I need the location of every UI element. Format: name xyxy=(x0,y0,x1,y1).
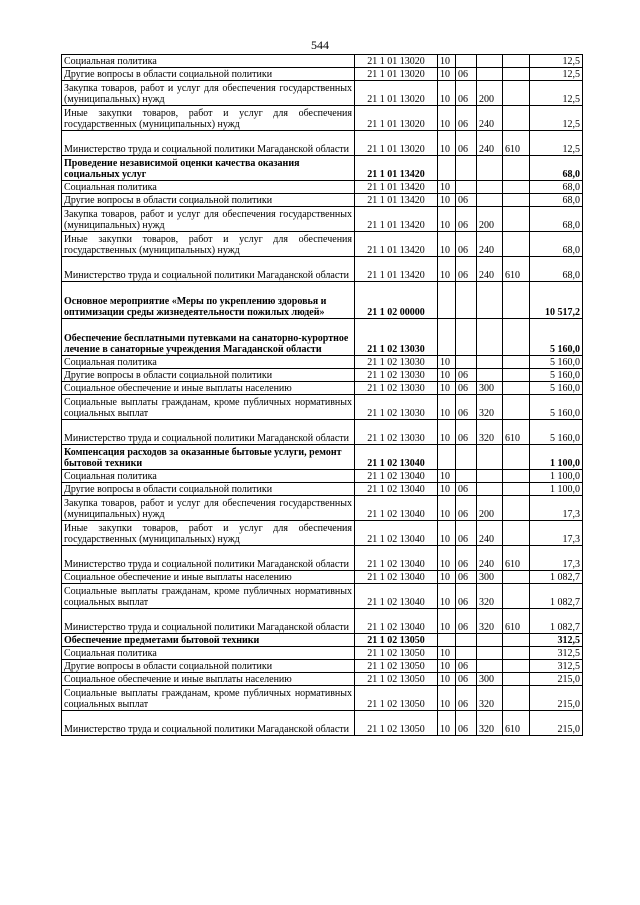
administrator-code-cell xyxy=(503,232,530,257)
section-code-cell: 10 xyxy=(438,382,456,395)
expense-type-code-cell: 320 xyxy=(477,686,503,711)
subsection-code-cell: 06 xyxy=(456,571,477,584)
administrator-code-cell: 610 xyxy=(503,546,530,571)
subsection-code-cell: 06 xyxy=(456,81,477,106)
amount-cell: 68,0 xyxy=(530,181,583,194)
table-row xyxy=(62,584,583,609)
section-code-cell: 10 xyxy=(438,584,456,609)
row-name-cell: Министерство труда и социальной политики Магаданской области xyxy=(62,420,355,445)
section-code-cell: 10 xyxy=(438,356,456,369)
subsection-code-cell: 06 xyxy=(456,660,477,673)
expense-type-code-cell xyxy=(477,55,503,68)
subsection-code-cell: 06 xyxy=(456,232,477,257)
target-article-code-cell: 21 1 01 13420 xyxy=(355,181,438,194)
target-article-code-cell: 21 1 02 13040 xyxy=(355,609,438,634)
amount-cell: 312,5 xyxy=(530,660,583,673)
expense-type-code-cell: 200 xyxy=(477,496,503,521)
amount-cell: 12,5 xyxy=(530,81,583,106)
subsection-code-cell xyxy=(456,470,477,483)
section-code-cell: 10 xyxy=(438,711,456,736)
expense-type-code-cell: 300 xyxy=(477,382,503,395)
target-article-code-cell: 21 1 01 13420 xyxy=(355,207,438,232)
target-article-code-cell: 21 1 02 13030 xyxy=(355,395,438,420)
table-row xyxy=(62,711,583,736)
administrator-code-cell xyxy=(503,686,530,711)
subsection-code-cell xyxy=(456,156,477,181)
amount-cell: 12,5 xyxy=(530,106,583,131)
administrator-code-cell xyxy=(503,395,530,420)
administrator-code-cell xyxy=(503,282,530,319)
table-row xyxy=(62,181,583,194)
subsection-code-cell: 06 xyxy=(456,546,477,571)
expense-type-code-cell xyxy=(477,660,503,673)
subsection-code-cell: 06 xyxy=(456,496,477,521)
target-article-code-cell: 21 1 02 13030 xyxy=(355,356,438,369)
section-code-cell: 10 xyxy=(438,194,456,207)
subsection-code-cell: 06 xyxy=(456,395,477,420)
amount-cell: 5 160,0 xyxy=(530,356,583,369)
target-article-code-cell: 21 1 01 13020 xyxy=(355,68,438,81)
administrator-code-cell: 610 xyxy=(503,420,530,445)
section-code-cell: 10 xyxy=(438,609,456,634)
administrator-code-cell xyxy=(503,483,530,496)
row-name-cell: Закупка товаров, работ и услуг для обеспечения государственных (муниципальных) нужд xyxy=(62,81,355,106)
table-row xyxy=(62,156,583,181)
row-name-cell: Проведение независимой оценки качества оказания социальных услуг xyxy=(62,156,355,181)
subsection-code-cell xyxy=(456,445,477,470)
subsection-code-cell: 06 xyxy=(456,382,477,395)
amount-cell: 1 100,0 xyxy=(530,470,583,483)
amount-cell: 68,0 xyxy=(530,194,583,207)
administrator-code-cell: 610 xyxy=(503,131,530,156)
amount-cell: 68,0 xyxy=(530,257,583,282)
section-code-cell: 10 xyxy=(438,369,456,382)
administrator-code-cell: 610 xyxy=(503,257,530,282)
administrator-code-cell xyxy=(503,584,530,609)
row-name-cell: Социальные выплаты гражданам, кроме публичных нормативных социальных выплат xyxy=(62,395,355,420)
row-name-cell: Министерство труда и социальной политики Магаданской области xyxy=(62,131,355,156)
table-row xyxy=(62,647,583,660)
row-name-cell: Другие вопросы в области социальной политики xyxy=(62,660,355,673)
expense-type-code-cell: 240 xyxy=(477,131,503,156)
row-name-cell: Социальное обеспечение и иные выплаты населению xyxy=(62,673,355,686)
expense-type-code-cell xyxy=(477,181,503,194)
administrator-code-cell xyxy=(503,68,530,81)
target-article-code-cell: 21 1 01 13420 xyxy=(355,156,438,181)
section-code-cell: 10 xyxy=(438,647,456,660)
section-code-cell xyxy=(438,282,456,319)
table-row xyxy=(62,634,583,647)
amount-cell: 12,5 xyxy=(530,68,583,81)
row-name-cell: Социальная политика xyxy=(62,181,355,194)
expense-type-code-cell xyxy=(477,319,503,356)
expense-type-code-cell xyxy=(477,369,503,382)
expense-type-code-cell: 300 xyxy=(477,673,503,686)
row-name-cell: Основное мероприятие «Меры по укреплению здоровья и оптимизации среды жизнедеятельности пожилых людей» xyxy=(62,282,355,319)
table-row xyxy=(62,521,583,546)
row-name-cell: Министерство труда и социальной политики Магаданской области xyxy=(62,546,355,571)
target-article-code-cell: 21 1 02 13050 xyxy=(355,686,438,711)
section-code-cell: 10 xyxy=(438,546,456,571)
amount-cell: 12,5 xyxy=(530,55,583,68)
target-article-code-cell: 21 1 02 13040 xyxy=(355,584,438,609)
section-code-cell xyxy=(438,319,456,356)
target-article-code-cell: 21 1 02 00000 xyxy=(355,282,438,319)
expense-type-code-cell: 320 xyxy=(477,420,503,445)
expense-type-code-cell xyxy=(477,634,503,647)
target-article-code-cell: 21 1 01 13020 xyxy=(355,131,438,156)
table-row xyxy=(62,356,583,369)
amount-cell: 312,5 xyxy=(530,634,583,647)
section-code-cell: 10 xyxy=(438,521,456,546)
administrator-code-cell xyxy=(503,382,530,395)
subsection-code-cell: 06 xyxy=(456,420,477,445)
administrator-code-cell: 610 xyxy=(503,609,530,634)
expense-type-code-cell: 200 xyxy=(477,207,503,232)
budget-table-body xyxy=(62,55,583,736)
section-code-cell: 10 xyxy=(438,395,456,420)
table-row xyxy=(62,445,583,470)
section-code-cell: 10 xyxy=(438,68,456,81)
target-article-code-cell: 21 1 01 13420 xyxy=(355,232,438,257)
amount-cell: 68,0 xyxy=(530,156,583,181)
section-code-cell: 10 xyxy=(438,571,456,584)
section-code-cell: 10 xyxy=(438,257,456,282)
table-row xyxy=(62,194,583,207)
table-row xyxy=(62,470,583,483)
target-article-code-cell: 21 1 02 13050 xyxy=(355,673,438,686)
expense-type-code-cell: 320 xyxy=(477,711,503,736)
table-row xyxy=(62,232,583,257)
expense-type-code-cell: 200 xyxy=(477,81,503,106)
row-name-cell: Другие вопросы в области социальной политики xyxy=(62,483,355,496)
target-article-code-cell: 21 1 02 13040 xyxy=(355,483,438,496)
subsection-code-cell: 06 xyxy=(456,673,477,686)
expense-type-code-cell xyxy=(477,194,503,207)
target-article-code-cell: 21 1 01 13020 xyxy=(355,106,438,131)
table-row xyxy=(62,369,583,382)
amount-cell: 17,3 xyxy=(530,521,583,546)
amount-cell: 1 100,0 xyxy=(530,483,583,496)
administrator-code-cell xyxy=(503,81,530,106)
expense-type-code-cell: 320 xyxy=(477,395,503,420)
expense-type-code-cell: 300 xyxy=(477,571,503,584)
subsection-code-cell xyxy=(456,55,477,68)
subsection-code-cell: 06 xyxy=(456,483,477,496)
subsection-code-cell: 06 xyxy=(456,106,477,131)
row-name-cell: Социальное обеспечение и иные выплаты населению xyxy=(62,382,355,395)
target-article-code-cell: 21 1 02 13040 xyxy=(355,546,438,571)
amount-cell: 1 100,0 xyxy=(530,445,583,470)
table-row xyxy=(62,609,583,634)
table-row xyxy=(62,68,583,81)
row-name-cell: Компенсация расходов за оказанные бытовые услуги, ремонт бытовой техники xyxy=(62,445,355,470)
row-name-cell: Закупка товаров, работ и услуг для обеспечения государственных (муниципальных) нужд xyxy=(62,207,355,232)
subsection-code-cell: 06 xyxy=(456,194,477,207)
amount-cell: 1 082,7 xyxy=(530,571,583,584)
amount-cell: 10 517,2 xyxy=(530,282,583,319)
subsection-code-cell: 06 xyxy=(456,131,477,156)
expense-type-code-cell xyxy=(477,445,503,470)
section-code-cell: 10 xyxy=(438,496,456,521)
administrator-code-cell xyxy=(503,356,530,369)
expense-type-code-cell: 240 xyxy=(477,546,503,571)
administrator-code-cell xyxy=(503,445,530,470)
section-code-cell xyxy=(438,634,456,647)
row-name-cell: Закупка товаров, работ и услуг для обеспечения государственных (муниципальных) нужд xyxy=(62,496,355,521)
table-row xyxy=(62,496,583,521)
target-article-code-cell: 21 1 01 13020 xyxy=(355,55,438,68)
table-row xyxy=(62,686,583,711)
table-row xyxy=(62,382,583,395)
administrator-code-cell xyxy=(503,660,530,673)
subsection-code-cell: 06 xyxy=(456,207,477,232)
table-row xyxy=(62,395,583,420)
amount-cell: 215,0 xyxy=(530,686,583,711)
expense-type-code-cell xyxy=(477,470,503,483)
section-code-cell xyxy=(438,445,456,470)
section-code-cell: 10 xyxy=(438,686,456,711)
row-name-cell: Социальные выплаты гражданам, кроме публичных нормативных социальных выплат xyxy=(62,686,355,711)
subsection-code-cell xyxy=(456,647,477,660)
subsection-code-cell: 06 xyxy=(456,609,477,634)
expense-type-code-cell xyxy=(477,68,503,81)
target-article-code-cell: 21 1 01 13420 xyxy=(355,257,438,282)
expense-type-code-cell: 240 xyxy=(477,257,503,282)
table-row xyxy=(62,257,583,282)
subsection-code-cell xyxy=(456,319,477,356)
administrator-code-cell xyxy=(503,207,530,232)
expense-type-code-cell: 240 xyxy=(477,521,503,546)
table-row xyxy=(62,546,583,571)
section-code-cell: 10 xyxy=(438,81,456,106)
table-row xyxy=(62,131,583,156)
row-name-cell: Социальное обеспечение и иные выплаты населению xyxy=(62,571,355,584)
row-name-cell: Другие вопросы в области социальной политики xyxy=(62,194,355,207)
table-row xyxy=(62,660,583,673)
table-row xyxy=(62,55,583,68)
administrator-code-cell xyxy=(503,156,530,181)
amount-cell: 5 160,0 xyxy=(530,420,583,445)
amount-cell: 12,5 xyxy=(530,131,583,156)
target-article-code-cell: 21 1 02 13040 xyxy=(355,445,438,470)
row-name-cell: Социальная политика xyxy=(62,470,355,483)
subsection-code-cell: 06 xyxy=(456,521,477,546)
section-code-cell: 10 xyxy=(438,181,456,194)
target-article-code-cell: 21 1 02 13030 xyxy=(355,382,438,395)
amount-cell: 5 160,0 xyxy=(530,382,583,395)
administrator-code-cell xyxy=(503,571,530,584)
amount-cell: 1 082,7 xyxy=(530,609,583,634)
expense-type-code-cell xyxy=(477,647,503,660)
administrator-code-cell xyxy=(503,470,530,483)
administrator-code-cell: 610 xyxy=(503,711,530,736)
expense-type-code-cell xyxy=(477,483,503,496)
subsection-code-cell xyxy=(456,356,477,369)
amount-cell: 5 160,0 xyxy=(530,395,583,420)
target-article-code-cell: 21 1 02 13040 xyxy=(355,571,438,584)
section-code-cell: 10 xyxy=(438,106,456,131)
table-row xyxy=(62,483,583,496)
administrator-code-cell xyxy=(503,496,530,521)
administrator-code-cell xyxy=(503,194,530,207)
section-code-cell: 10 xyxy=(438,55,456,68)
subsection-code-cell xyxy=(456,634,477,647)
target-article-code-cell: 21 1 02 13050 xyxy=(355,711,438,736)
page-number: 544 xyxy=(311,38,329,52)
target-article-code-cell: 21 1 01 13420 xyxy=(355,194,438,207)
expense-type-code-cell xyxy=(477,156,503,181)
amount-cell: 68,0 xyxy=(530,207,583,232)
amount-cell: 5 160,0 xyxy=(530,319,583,356)
row-name-cell: Министерство труда и социальной политики Магаданской области xyxy=(62,609,355,634)
expense-type-code-cell: 240 xyxy=(477,106,503,131)
section-code-cell: 10 xyxy=(438,660,456,673)
row-name-cell: Другие вопросы в области социальной политики xyxy=(62,68,355,81)
target-article-code-cell: 21 1 02 13030 xyxy=(355,420,438,445)
table-row xyxy=(62,207,583,232)
table-row xyxy=(62,106,583,131)
subsection-code-cell: 06 xyxy=(456,257,477,282)
table-row xyxy=(62,319,583,356)
administrator-code-cell xyxy=(503,521,530,546)
row-name-cell: Другие вопросы в области социальной политики xyxy=(62,369,355,382)
target-article-code-cell: 21 1 02 13030 xyxy=(355,369,438,382)
target-article-code-cell: 21 1 02 13050 xyxy=(355,634,438,647)
table-row xyxy=(62,673,583,686)
expense-type-code-cell xyxy=(477,282,503,319)
row-name-cell: Иные закупки товаров, работ и услуг для обеспечения государственных (муниципальных) нужд xyxy=(62,106,355,131)
target-article-code-cell: 21 1 02 13040 xyxy=(355,470,438,483)
row-name-cell: Министерство труда и социальной политики Магаданской области xyxy=(62,257,355,282)
table-row xyxy=(62,81,583,106)
target-article-code-cell: 21 1 02 13040 xyxy=(355,496,438,521)
amount-cell: 5 160,0 xyxy=(530,369,583,382)
row-name-cell: Социальная политика xyxy=(62,55,355,68)
row-name-cell: Иные закупки товаров, работ и услуг для обеспечения государственных (муниципальных) нужд xyxy=(62,521,355,546)
amount-cell: 312,5 xyxy=(530,647,583,660)
expense-type-code-cell xyxy=(477,356,503,369)
subsection-code-cell xyxy=(456,181,477,194)
expense-type-code-cell: 240 xyxy=(477,232,503,257)
subsection-code-cell: 06 xyxy=(456,68,477,81)
administrator-code-cell xyxy=(503,647,530,660)
subsection-code-cell xyxy=(456,282,477,319)
expense-type-code-cell: 320 xyxy=(477,584,503,609)
row-name-cell: Социальная политика xyxy=(62,356,355,369)
row-name-cell: Иные закупки товаров, работ и услуг для обеспечения государственных (муниципальных) нужд xyxy=(62,232,355,257)
target-article-code-cell: 21 1 01 13020 xyxy=(355,81,438,106)
table-row xyxy=(62,282,583,319)
target-article-code-cell: 21 1 02 13030 xyxy=(355,319,438,356)
section-code-cell: 10 xyxy=(438,207,456,232)
target-article-code-cell: 21 1 02 13040 xyxy=(355,521,438,546)
administrator-code-cell xyxy=(503,106,530,131)
amount-cell: 17,3 xyxy=(530,546,583,571)
administrator-code-cell xyxy=(503,55,530,68)
administrator-code-cell xyxy=(503,673,530,686)
section-code-cell: 10 xyxy=(438,131,456,156)
amount-cell: 215,0 xyxy=(530,673,583,686)
section-code-cell: 10 xyxy=(438,232,456,257)
section-code-cell: 10 xyxy=(438,420,456,445)
amount-cell: 17,3 xyxy=(530,496,583,521)
row-name-cell: Министерство труда и социальной политики Магаданской области xyxy=(62,711,355,736)
section-code-cell: 10 xyxy=(438,470,456,483)
row-name-cell: Обеспечение предметами бытовой техники xyxy=(62,634,355,647)
administrator-code-cell xyxy=(503,634,530,647)
row-name-cell: Социальные выплаты гражданам, кроме публичных нормативных социальных выплат xyxy=(62,584,355,609)
expense-type-code-cell: 320 xyxy=(477,609,503,634)
budget-table xyxy=(61,54,583,736)
administrator-code-cell xyxy=(503,369,530,382)
section-code-cell: 10 xyxy=(438,483,456,496)
table-row xyxy=(62,571,583,584)
table-row xyxy=(62,420,583,445)
target-article-code-cell: 21 1 02 13050 xyxy=(355,647,438,660)
section-code-cell: 10 xyxy=(438,673,456,686)
subsection-code-cell: 06 xyxy=(456,711,477,736)
subsection-code-cell: 06 xyxy=(456,584,477,609)
administrator-code-cell xyxy=(503,181,530,194)
target-article-code-cell: 21 1 02 13050 xyxy=(355,660,438,673)
amount-cell: 1 082,7 xyxy=(530,584,583,609)
subsection-code-cell: 06 xyxy=(456,686,477,711)
section-code-cell xyxy=(438,156,456,181)
administrator-code-cell xyxy=(503,319,530,356)
row-name-cell: Обеспечение бесплатными путевками на санаторно-курортное лечение в санаторные учреждения Магаданской области xyxy=(62,319,355,356)
amount-cell: 215,0 xyxy=(530,711,583,736)
row-name-cell: Социальная политика xyxy=(62,647,355,660)
subsection-code-cell: 06 xyxy=(456,369,477,382)
amount-cell: 68,0 xyxy=(530,232,583,257)
